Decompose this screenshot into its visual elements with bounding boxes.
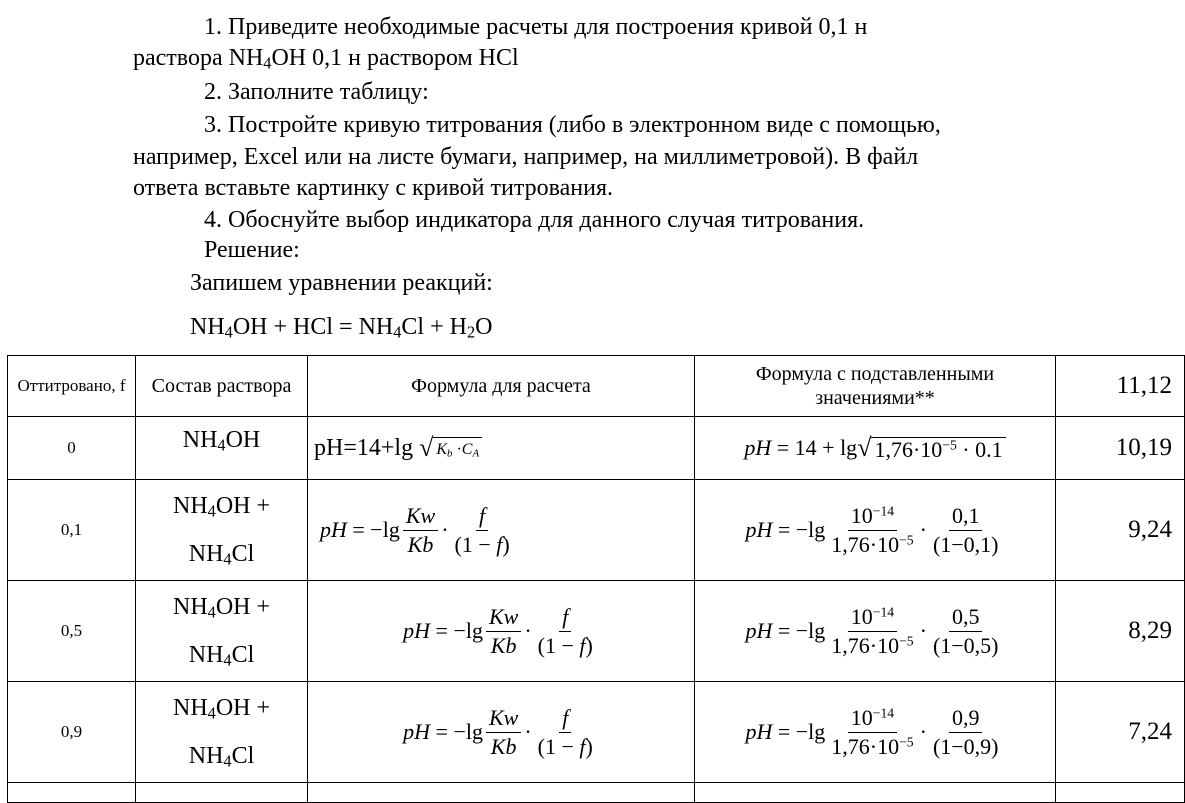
cell-empty: [1056, 783, 1185, 803]
cell-substituted: pH = −lg $\frac{10^{-14}}{1,76\cdot 10^{-5}}$ · $\frac{0,5}{(1-0,5)}$: [695, 581, 1056, 682]
item1-line1: 1. Приведите необходимые расчеты для построения кривой 0,1 н: [204, 14, 868, 40]
cell-formula: pH = −lg $\frac{Kw}{Kb}$ · $\frac{f}{(1 - f)}$: [308, 581, 695, 682]
cell-empty: [8, 783, 136, 803]
cell-composition: $NH_4OH$: [136, 417, 308, 480]
cell-composition: $NH_4OH$ + $NH_4Cl$: [136, 581, 308, 682]
cell-empty: [136, 783, 308, 803]
table-row: [8, 783, 1185, 803]
header-titrated: Оттитровано, f: [8, 356, 136, 417]
cell-ph: 8,29: [1056, 581, 1185, 682]
header-ph: 11,12: [1056, 356, 1185, 417]
reaction-equation: $NH_4OH$ + HCl = $NH_4Cl + H_2O$: [190, 314, 493, 342]
solution-heading: Решение:: [204, 237, 300, 263]
table-row: [8, 682, 1185, 783]
item3-line1: 3. Постройте кривую титрования (либо в электронном виде с помощью,: [204, 112, 941, 138]
header-composition: Состав раствора: [136, 356, 308, 417]
cell-empty: [695, 783, 1056, 803]
reaction-intro: Запишем уравнении реакций:: [190, 270, 493, 296]
cell-f: 0,9: [8, 682, 136, 783]
cell-formula: pH = −lg $\frac{Kw}{Kb}$ · $\frac{f}{(1 - f)}$: [308, 682, 695, 783]
cell-ph: 9,24: [1056, 480, 1185, 581]
table-row: [8, 417, 1185, 480]
cell-composition: $NH_4OH$ + $NH_4Cl$: [136, 480, 308, 581]
cell-f: 0,5: [8, 581, 136, 682]
cell-formula: pH = −lg $\frac{Kw}{Kb}$ · $\frac{f}{(1 - f)}$: [308, 480, 695, 581]
cell-ph: 7,24: [1056, 682, 1185, 783]
cell-ph: 10,19: [1056, 417, 1185, 480]
titration-table: [7, 355, 1185, 803]
cell-formula: pH=14+lg √ $K_b \cdot C_A$: [308, 417, 695, 480]
header-formula: Формула для расчета: [308, 356, 695, 417]
cell-f: 0,1: [8, 480, 136, 581]
table-row: [8, 480, 1185, 581]
header-substituted: Формула с подставленными значениями**: [695, 356, 1056, 417]
item4-line: 4. Обоснуйте выбор индикатора для данного случая титрования.: [204, 207, 865, 233]
cell-composition: $NH_4OH$ + $NH_4Cl$: [136, 682, 308, 783]
cell-substituted: pH = −lg $\frac{10^{-14}}{1,76\cdot 10^{-5}}$ · $\frac{0,9}{(1-0,9)}$: [695, 682, 1056, 783]
item2-line: 2. Заполните таблицу:: [204, 79, 429, 105]
item3-line3: ответа вставьте картинку с кривой титрования.: [133, 175, 614, 201]
cell-empty: [308, 783, 695, 803]
cell-substituted: pH = −lg $\frac{10^{-14}}{1,76\cdot 10^{-5}}$ · $\frac{0,1}{(1-0,1)}$: [695, 480, 1056, 581]
table-row: [8, 581, 1185, 682]
item1-line2: раствора $NH_4OH$ 0,1 н раствором HCl: [133, 45, 519, 73]
item3-line2: например, Excel или на листе бумаги, например, на миллиметровой). В файл: [133, 144, 919, 170]
cell-substituted: pH = 14 + lg √ $1,76\cdot 10^{-5} \cdot 0.1$: [695, 417, 1056, 480]
table-header-row: [8, 356, 1185, 417]
cell-f: 0: [8, 417, 136, 480]
